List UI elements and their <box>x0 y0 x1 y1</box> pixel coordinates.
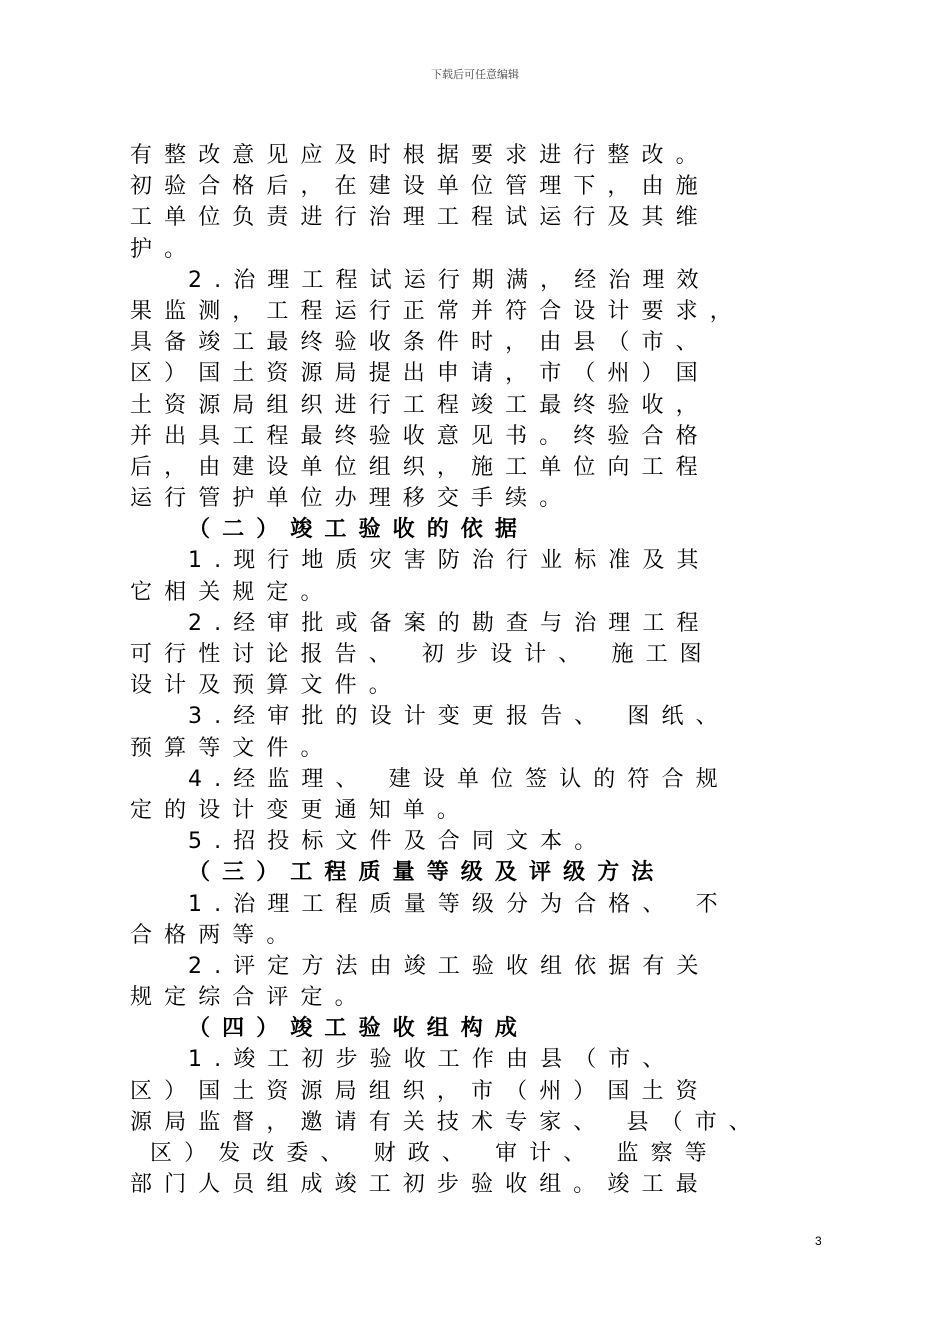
text-line: 2.经审批或备案的勘查与治理工程 <box>188 610 711 636</box>
text-line: 它相关规定。 <box>130 579 335 605</box>
text-line: 果监测，工程运行正常并符合设计要求， <box>130 298 744 324</box>
text-line: 4.经监理、 建设单位签认的符合规 <box>188 766 730 792</box>
text-line: 1.竣工初步验收工作由县（市、 <box>188 1047 677 1073</box>
text-line: 区）发改委、 财政、 审计、 监察等 <box>150 1141 719 1166</box>
text-line: 区）国土资源局组织，市（州）国土资 <box>130 1078 710 1104</box>
text-line: 1.现行地质灾害防治行业标准及其 <box>188 548 711 574</box>
text-line: 部门人员组成竣工初步验收组。竣工最 <box>130 1172 710 1198</box>
text-line: 定的设计变更通知单。 <box>130 797 472 823</box>
text-line: 后，由建设单位组织，施工单位向工程 <box>130 454 710 480</box>
text-line: 2.治理工程试运行期满，经治理效 <box>188 267 711 293</box>
text-line: 区）国土资源局提出申请，市（州）国 <box>130 361 710 387</box>
text-line: 土资源局组织进行工程竣工最终验收， <box>130 392 710 418</box>
text-line: 可行性讨论报告、 初步设计、 施工图 <box>130 642 714 667</box>
text-line: 工单位负责进行治理工程试运行及其维 <box>130 205 710 231</box>
text-line: 护。 <box>130 236 199 262</box>
text-line: 源局监督，邀请有关技术专家、 县（市、 <box>130 1109 763 1135</box>
text-line: 1.治理工程质量等级分为合格、 不 <box>188 891 730 917</box>
page-number: 3 <box>815 1234 822 1248</box>
text-line: 预算等文件。 <box>130 735 335 761</box>
text-line: 3.经审批的设计变更报告、 图纸、 <box>188 704 730 730</box>
section-heading: （二）竣工验收的依据 <box>188 517 530 543</box>
text-line: 有整改意见应及时根据要求进行整改。 <box>130 143 710 168</box>
text-line: 2.评定方法由竣工验收组依据有关 <box>188 953 711 979</box>
section-heading: （三）工程质量等级及评级方法 <box>188 860 666 886</box>
text-line: 并出具工程最终验收意见书。终验合格 <box>130 423 710 449</box>
text-line: 规定综合评定。 <box>130 985 369 1011</box>
page-header: 下载后可任意编辑 <box>431 68 519 81</box>
text-line: 初验合格后，在建设单位管理下，由施 <box>130 174 710 200</box>
text-line: 合格两等。 <box>130 922 301 948</box>
text-line: 5.招投标文件及合同文本。 <box>188 829 609 855</box>
text-line: 具备竣工最终验收条件时，由县（市、 <box>130 330 710 356</box>
document-body <box>130 140 830 1200</box>
text-line: 设计及预算文件。 <box>130 673 403 699</box>
section-heading: （四）竣工验收组构成 <box>188 1016 530 1042</box>
text-line: 运行管护单位办理移交手续。 <box>130 486 574 512</box>
